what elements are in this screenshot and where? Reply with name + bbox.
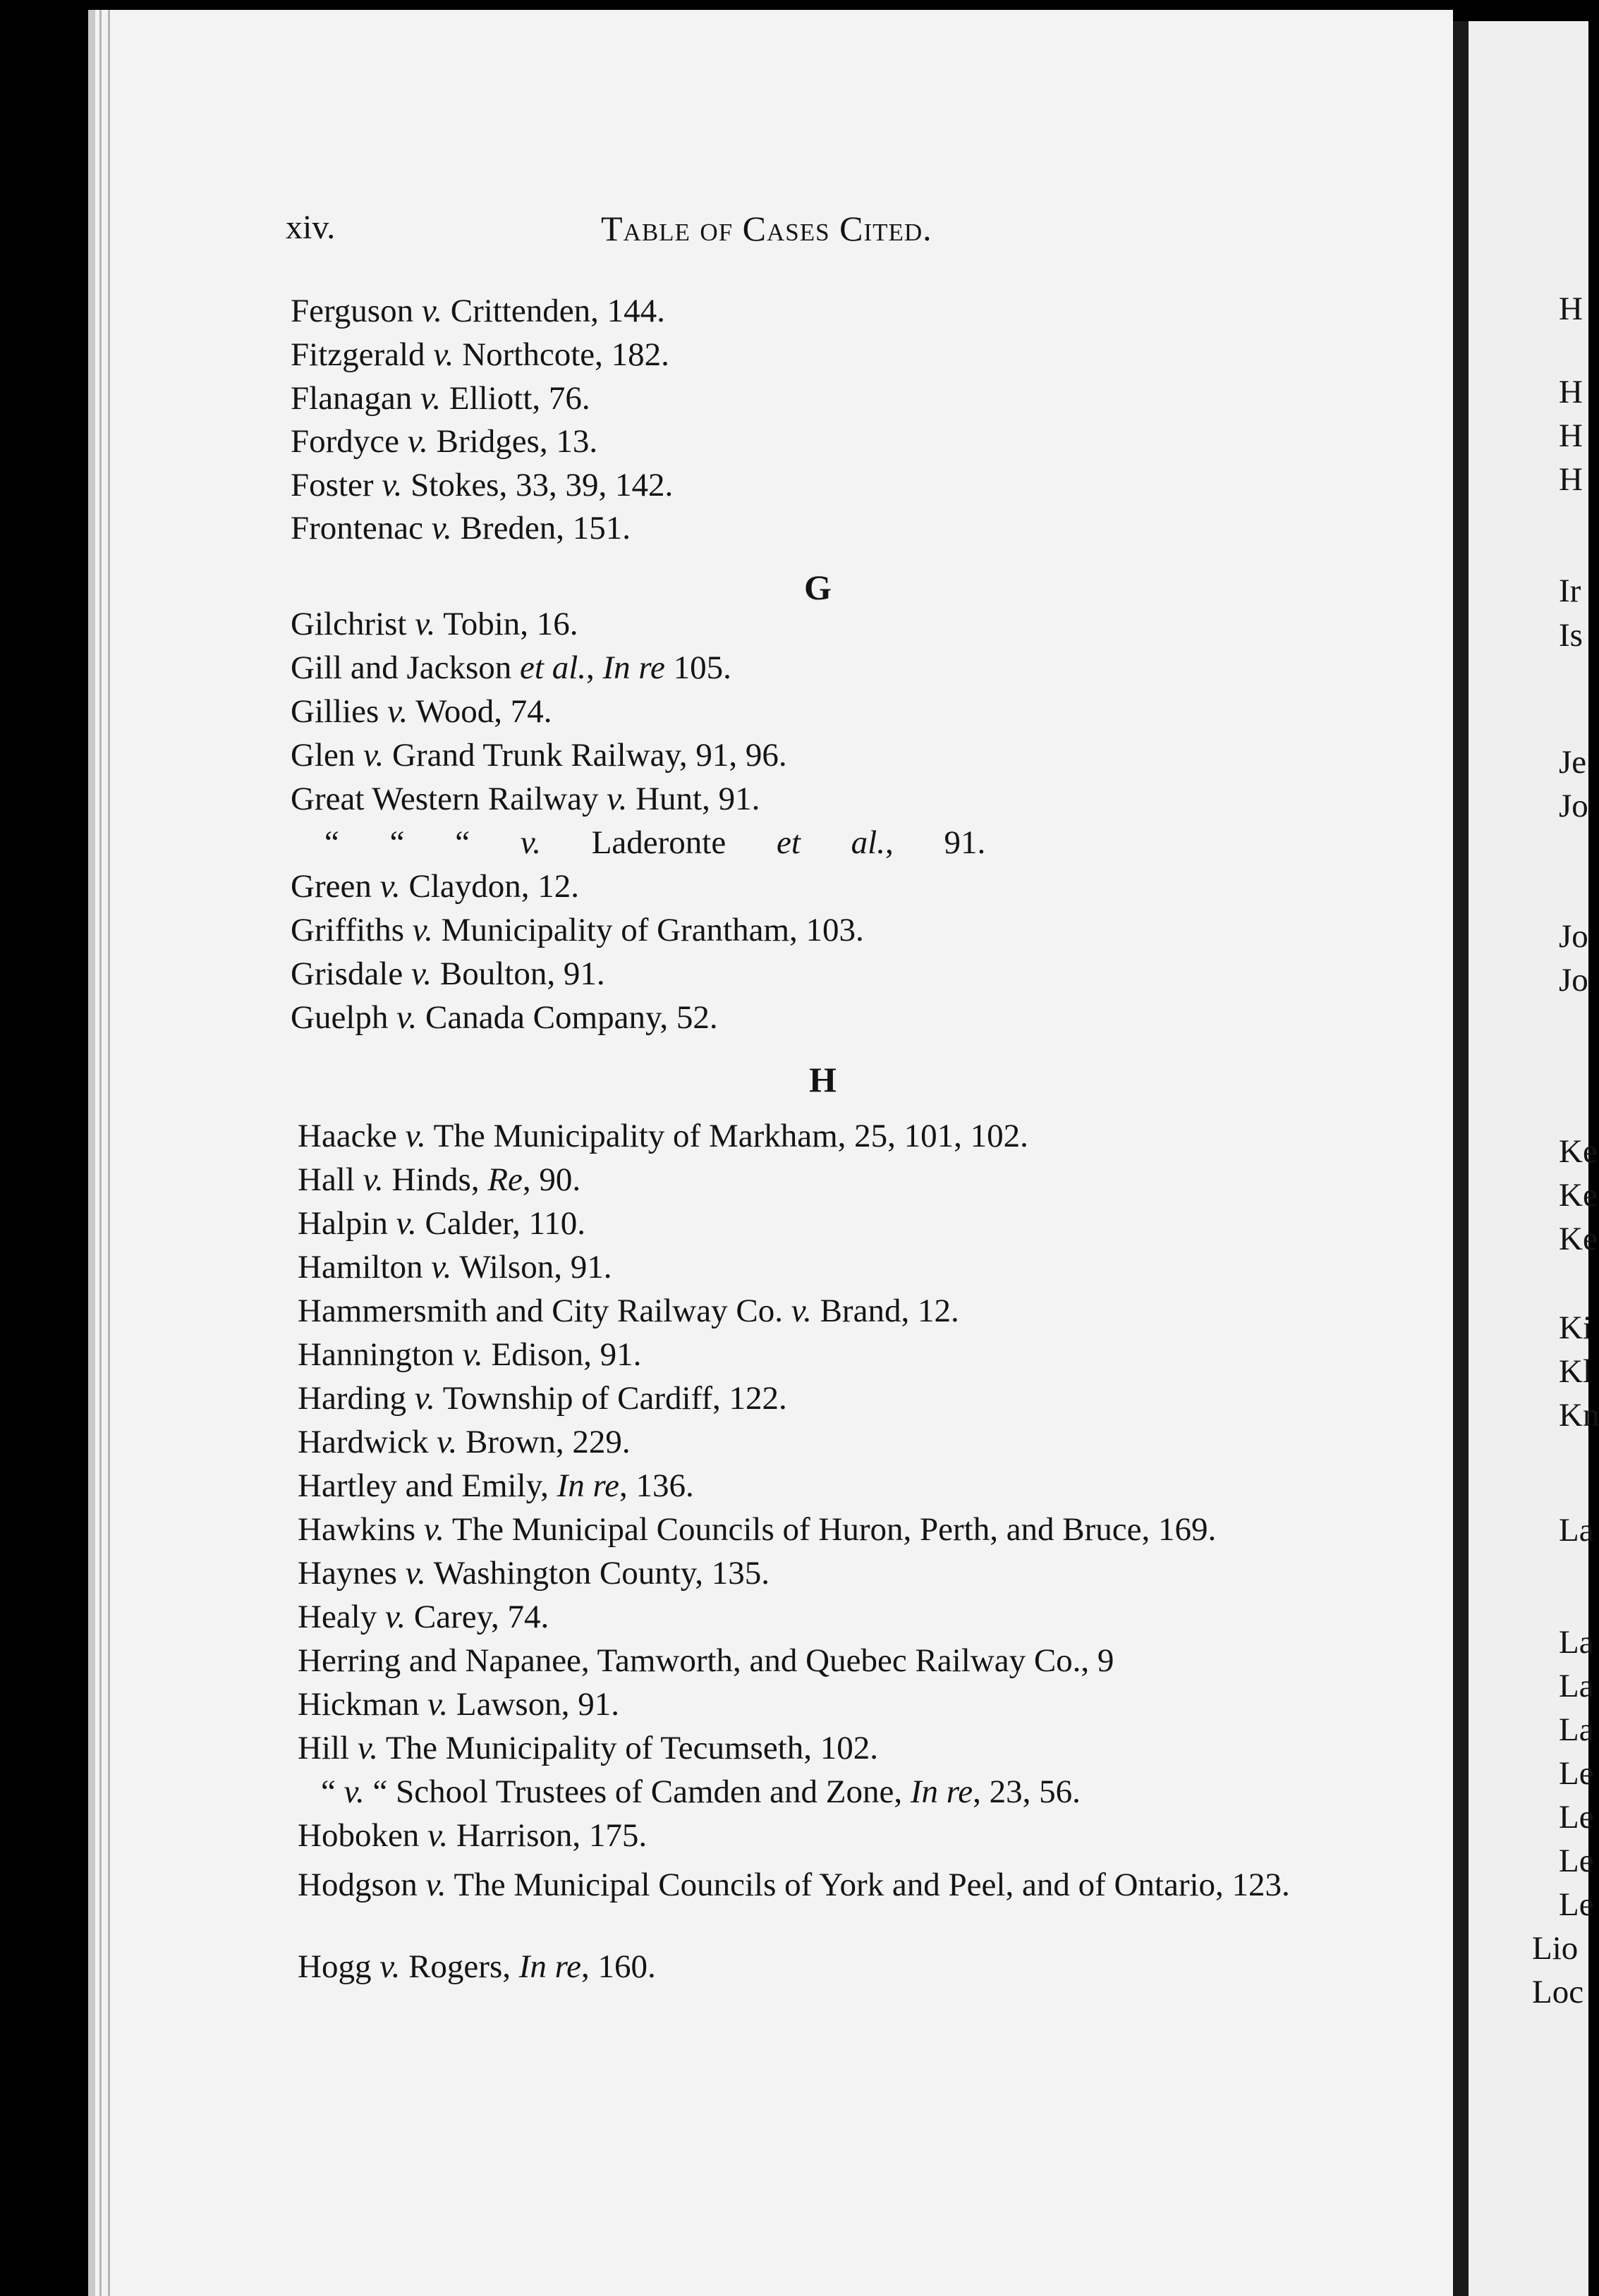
case-entry: Halpin v. Calder, 110. <box>298 1205 585 1242</box>
case-entry: Haynes v. Washington County, 135. <box>298 1555 770 1592</box>
facing-page-fragment: Loc <box>1532 1974 1584 2010</box>
page-edge-line <box>108 10 110 2296</box>
facing-page-fragment: H <box>1559 461 1583 498</box>
facing-page-fragment: Le <box>1559 1755 1594 1792</box>
facing-page-fragment: Ke <box>1559 1133 1598 1170</box>
facing-page-fragment: La <box>1559 1512 1594 1549</box>
case-entry: Hodgson v. The Municipal Councils of York and Peel, and of Ontario, 123. <box>298 1867 1290 1903</box>
case-entry: Hannington v. Edison, 91. <box>298 1336 642 1373</box>
case-entry: Grisdale v. Boulton, 91. <box>291 955 605 992</box>
facing-page-fragment: Le <box>1559 1886 1594 1923</box>
section-letter: H <box>809 1060 837 1099</box>
case-entry: Flanagan v. Elliott, 76. <box>291 380 590 417</box>
facing-page-fragment: H <box>1559 291 1583 327</box>
facing-page-fragment: Le <box>1559 1843 1594 1879</box>
facing-page-fragment: Ki <box>1559 1309 1592 1346</box>
facing-page-fragment: Jo <box>1559 918 1588 955</box>
facing-page-fragment: La <box>1559 1624 1594 1661</box>
case-entry: Hickman v. Lawson, 91. <box>298 1686 619 1723</box>
case-entry: Guelph v. Canada Company, 52. <box>291 999 718 1036</box>
case-entry: “ v. “ School Trustees of Camden and Zone, In re, 23, 56. <box>321 1773 1081 1810</box>
case-entry: Green v. Claydon, 12. <box>291 868 579 905</box>
facing-page-fragment: Ir <box>1559 573 1581 609</box>
facing-page-fragment: Is <box>1559 617 1583 654</box>
facing-page-fragment: Je <box>1559 744 1587 781</box>
case-entry: Great Western Railway v. Hunt, 91. <box>291 781 760 817</box>
case-entry: Healy v. Carey, 74. <box>298 1599 549 1635</box>
case-entry: Ferguson v. Crittenden, 144. <box>291 293 665 329</box>
case-entry: Hoboken v. Harrison, 175. <box>298 1817 647 1854</box>
case-entry: Hogg v. Rogers, In re, 160. <box>298 1948 656 1985</box>
case-entry: Griffiths v. Municipality of Grantham, 103. <box>291 912 864 948</box>
case-entry: Haacke v. The Municipality of Markham, 25, 101, 102. <box>298 1118 1028 1154</box>
case-entry: Hawkins v. The Municipal Councils of Huron, Perth, and Bruce, 169. <box>298 1511 1217 1548</box>
facing-page-fragment: H <box>1559 417 1583 454</box>
facing-page-fragment: Kl <box>1559 1353 1592 1390</box>
case-entry: Fitzgerald v. Northcote, 182. <box>291 336 669 373</box>
case-entry: Gillies v. Wood, 74. <box>291 693 552 730</box>
case-entry: Glen v. Grand Trunk Railway, 91, 96. <box>291 737 787 774</box>
case-entry: Hammersmith and City Railway Co. v. Brand, 12. <box>298 1293 959 1329</box>
running-title: Table of Cases Cited. <box>601 209 932 248</box>
facing-page-fragment: Lio <box>1532 1930 1579 1967</box>
case-entry: Hartley and Emily, In re, 136. <box>298 1467 694 1504</box>
case-entry: Herring and Napanee, Tamworth, and Quebec Railway Co., 9 <box>298 1642 1114 1679</box>
facing-page-fragment: Ke <box>1559 1177 1598 1214</box>
section-letter: G <box>804 568 832 607</box>
case-entry: Hamilton v. Wilson, 91. <box>298 1249 612 1286</box>
case-entry: Foster v. Stokes, 33, 39, 142. <box>291 467 674 503</box>
case-entry: Gill and Jackson et al., In re 105. <box>291 649 731 686</box>
facing-page-fragment: Ke <box>1559 1221 1598 1257</box>
case-entry: Hall v. Hinds, Re, 90. <box>298 1161 581 1198</box>
facing-page-fragment: La <box>1559 1668 1594 1704</box>
facing-page-fragment: Jo <box>1559 788 1588 824</box>
case-entry: Hardwick v. Brown, 229. <box>298 1424 631 1460</box>
case-entry: Hill v. The Municipality of Tecumseth, 102. <box>298 1730 878 1766</box>
page-edge-line <box>99 10 102 2296</box>
facing-page-fragment: La <box>1559 1711 1594 1748</box>
facing-page-fragment: Kn <box>1559 1397 1599 1434</box>
case-entry: “ “ “ v. Laderonte et al., 91. <box>324 824 986 861</box>
case-entry: Gilchrist v. Tobin, 16. <box>291 606 578 642</box>
case-entry: Frontenac v. Breden, 151. <box>291 510 631 546</box>
case-entry: Harding v. Township of Cardiff, 122. <box>298 1380 787 1417</box>
facing-page-fragment: H <box>1559 374 1583 410</box>
facing-page-fragment: Le <box>1559 1799 1594 1836</box>
case-entry: Fordyce v. Bridges, 13. <box>291 423 598 460</box>
page-number: xiv. <box>286 209 336 246</box>
facing-page-fragment: Jo <box>1559 962 1588 999</box>
